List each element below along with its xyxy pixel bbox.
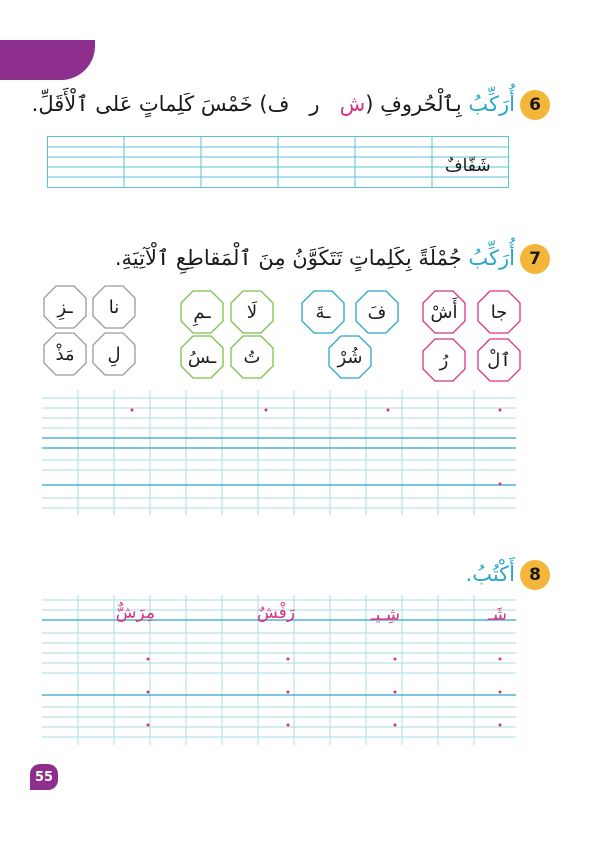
- syllable-green-1: لَا: [230, 290, 274, 334]
- question-8-verb: أَكْتُبُ.: [465, 562, 515, 586]
- letter-ra: ر: [309, 92, 320, 116]
- syllable-grey-2: ـزِ: [43, 285, 87, 329]
- model-word-3: رَفْشٌ: [256, 603, 295, 623]
- question-6-verb: أُرَكِّبُ: [468, 92, 515, 116]
- question-6-text-a: بِٱلْحُروفِ (: [365, 92, 462, 116]
- letter-fa: ف: [267, 92, 290, 116]
- question-7-writing-lines[interactable]: [42, 390, 516, 515]
- syllable-grey-1: نا: [92, 285, 136, 329]
- question-6-number: 6: [529, 95, 541, 115]
- model-word-1: شَـ: [487, 605, 507, 625]
- syllable-green-2: ـمِ: [180, 290, 224, 334]
- question-7-number: 7: [529, 249, 541, 269]
- question-8-badge: [520, 560, 550, 590]
- example-word: شَفّافٌ: [445, 156, 491, 176]
- page-number-badge: [30, 764, 58, 790]
- page-number: 55: [34, 769, 54, 785]
- question-6-writing-grid[interactable]: [47, 136, 509, 188]
- syllable-pink-2: أَشْ: [422, 290, 466, 334]
- syllable-green-3: تُ: [230, 335, 274, 379]
- question-8-number: 8: [529, 565, 541, 585]
- syllable-grey-4: مَذْ: [43, 332, 87, 376]
- question-6-badge: [520, 90, 550, 120]
- question-7-text: جُمْلَةً بِكَلِماتٍ تَتَكَوَّنُ مِنَ ٱلْمَقاطِعِ ٱلْآتِيَةِ.: [114, 246, 462, 270]
- model-word-4: مِرَشٌّ: [115, 603, 155, 623]
- syllable-pink-3: ٱلْ: [477, 338, 521, 382]
- question-7-verb: أُرَكِّبُ: [468, 246, 515, 270]
- syllable-green-4: ـسُ: [180, 335, 224, 379]
- syllable-grey-3: لِ: [92, 332, 136, 376]
- model-word-2: شِـيـ: [370, 605, 400, 625]
- question-7-instruction: [115, 246, 515, 270]
- chapter-tab: [0, 40, 95, 80]
- question-7-badge: [520, 244, 550, 274]
- question-8-instruction: [466, 562, 515, 586]
- syllable-blue-2: ـةَ: [301, 290, 345, 334]
- syllable-pink-4: رُ: [422, 338, 466, 382]
- syllable-blue-1: فَ: [355, 290, 399, 334]
- letter-shin: ش: [339, 92, 366, 116]
- question-6-instruction: [32, 92, 515, 116]
- syllable-blue-3: شُرْ: [328, 335, 372, 379]
- question-6-text-b: ) خَمْسَ كَلِماتٍ عَلى ٱلْأَقَلِّ.: [31, 92, 268, 116]
- syllable-pink-1: جا: [477, 290, 521, 334]
